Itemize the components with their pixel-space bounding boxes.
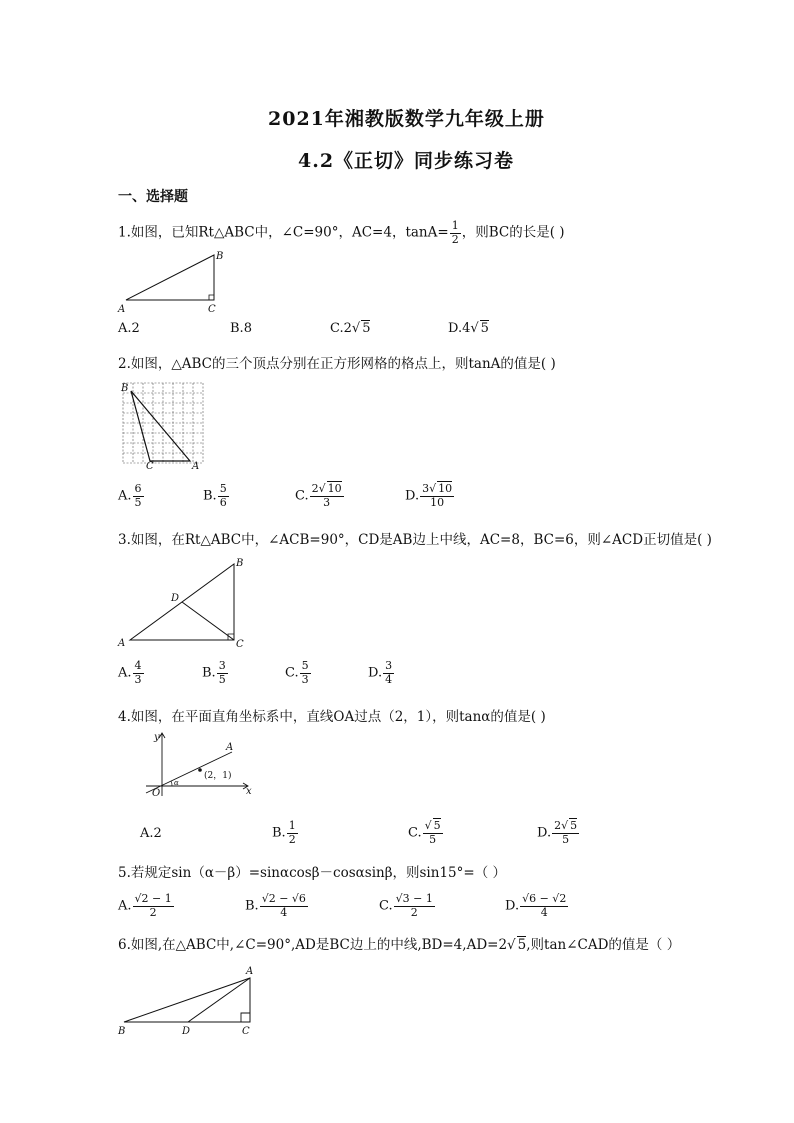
q3-label-c: C — [236, 639, 244, 650]
q6-stem: 6.如图,在△ABC中,∠C=90°,AD是BC边上的中线,BD=4,AD=2√ 5,则tan∠CAD的值是（ ） — [118, 937, 681, 953]
q6-label-c: C — [242, 1026, 250, 1037]
q5-stem: 5.若规定sin（α－β）=sinαcosβ－cosαsinβ，则sin15°=（ ） — [118, 865, 506, 881]
q3-label-a: A — [118, 638, 126, 649]
q2-stem: 2.如图，△ABC的三个顶点分别在正方形网格的格点上，则tanA的值是( ) — [118, 356, 556, 372]
q4-label-o: O — [152, 788, 161, 799]
q4-option-c[interactable]: C. $\frac{√ 5}{5}$ — [408, 819, 441, 846]
q2-label-c: C — [146, 461, 154, 472]
q3-option-d[interactable]: D. $\frac{3}{4}$ — [368, 659, 393, 686]
q5-option-a[interactable]: A. $\frac{√2 - 1}{2}$ — [118, 892, 172, 919]
q5-option-d[interactable]: D. $\frac{√6 - √2}{4}$ — [505, 892, 567, 919]
q4-option-d[interactable]: D. $\frac{2√ 5}{5}$ — [537, 819, 578, 846]
q2-grid-figure — [120, 380, 210, 472]
q2-option-a[interactable]: A. $\frac{6}{5}$ — [118, 482, 142, 509]
q2-label-a: A — [192, 461, 200, 472]
q3-triangle-figure — [118, 556, 248, 648]
section-heading: 一、选择题 — [118, 189, 188, 205]
q4-label-a: A — [226, 742, 234, 753]
q1-fraction: $\frac{1}{2}$ — [451, 219, 459, 246]
q5-option-c[interactable]: C. $\frac{√3 - 1}{2}$ — [379, 892, 433, 919]
q4-coordinate-figure — [140, 730, 260, 802]
q3-label-b: B — [236, 558, 244, 569]
q3-stem: 3.如图，在Rt△ABC中，∠ACB=90°，CD是AB边上中线，AC=8，BC=6，则∠ACD正切值是( ) — [118, 532, 712, 548]
q6-label-b: B — [118, 1026, 126, 1037]
q1-option-b[interactable]: B.8 — [230, 321, 252, 336]
q6-label-a: A — [246, 966, 254, 977]
q4-point-label: (2，1) — [204, 771, 232, 781]
q4-label-alpha: α — [174, 779, 179, 787]
q1-option-a[interactable]: A.2 — [118, 321, 140, 336]
q1-label-a: A — [118, 304, 126, 315]
q4-label-x: x — [246, 786, 252, 797]
page-title: 2021年湘教版数学九年级上册 — [268, 108, 545, 130]
q3-option-a[interactable]: A. $\frac{4}{3}$ — [118, 659, 142, 686]
q5-option-b[interactable]: B. $\frac{√2 - √6}{4}$ — [245, 892, 306, 919]
q1-label-b: B — [216, 251, 224, 262]
q6-label-d: D — [182, 1026, 191, 1037]
q4-label-y: y — [154, 732, 160, 743]
q1-label-c: C — [208, 304, 216, 315]
q6-triangle-figure — [118, 962, 268, 1038]
q1-triangle-figure — [118, 250, 228, 314]
q1-option-d[interactable]: D.4√ 5 — [448, 321, 489, 336]
q4-stem: 4.如图，在平面直角坐标系中，直线OA过点（2，1），则tanα的值是( ) — [118, 709, 546, 725]
q3-label-d: D — [171, 593, 180, 604]
q4-option-b[interactable]: B. $\frac{1}{2}$ — [272, 819, 296, 846]
q2-option-b[interactable]: B. $\frac{5}{6}$ — [203, 482, 227, 509]
q4-option-a[interactable]: A.2 — [140, 826, 162, 841]
page-subtitle: 4.2《正切》同步练习卷 — [298, 150, 515, 172]
q2-option-d[interactable]: D. $\frac{3√ 10}{10}$ — [405, 482, 453, 509]
q1-stem: 1.如图，已知Rt△ABC中，∠C=90°，AC=4，tanA= $\frac{1}{2}$ ，则BC的长是( ) — [118, 219, 565, 246]
q3-option-c[interactable]: C. $\frac{5}{3}$ — [285, 659, 309, 686]
q3-option-b[interactable]: B. $\frac{3}{5}$ — [202, 659, 226, 686]
q1-option-c[interactable]: C.2√ 5 — [330, 321, 371, 336]
q2-label-b: B — [121, 383, 129, 394]
q2-option-c[interactable]: C. $\frac{2√ 10}{3}$ — [295, 482, 342, 509]
